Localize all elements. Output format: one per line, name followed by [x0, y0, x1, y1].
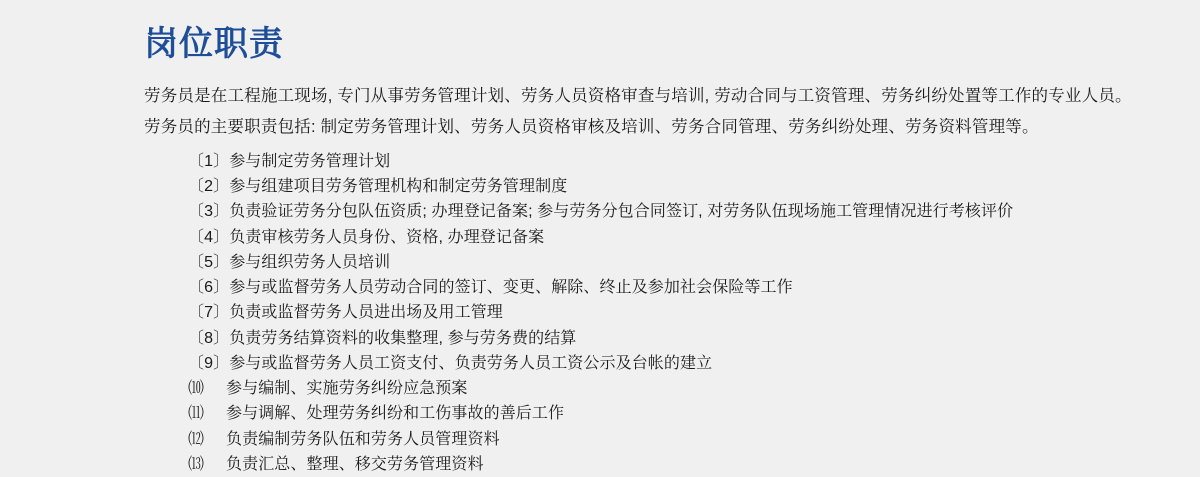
page-title: 岗位职责: [144, 25, 284, 63]
list-item-number: 〔6〕: [188, 279, 230, 297]
list-item-number: 〔3〕: [188, 203, 230, 221]
list-item: [188, 149, 1140, 174]
list-item-text: 参与调解、处理劳务纠纷和工伤事故的善后工作: [226, 405, 565, 423]
intro-line-2: 劳务员的主要职责包括: 制定劳务管理计划、劳务人员资格审核及培训、劳务合同管理、劳务纠纷处理、劳务资料管理等。: [144, 118, 1039, 137]
list-item-text: 参与或监督劳务人员劳动合同的签订、变更、解除、终止及参加社会保险等工作: [229, 279, 793, 297]
list-item-number: 〔7〕: [188, 304, 230, 322]
list-item: [188, 351, 1140, 376]
list-item-text: 负责审核劳务人员身份、资格, 办理登记备案: [229, 228, 545, 246]
list-item-number: ⒀: [188, 456, 205, 474]
duty-list: [144, 149, 1140, 477]
list-item-text: 参与组织劳务人员培训: [229, 253, 391, 271]
list-item-number: 〔1〕: [188, 152, 230, 170]
list-item: [188, 326, 1140, 351]
list-item-text: 参与制定劳务管理计划: [229, 152, 391, 170]
list-item: [188, 174, 1140, 199]
list-item-number: ⑿: [188, 430, 205, 448]
list-item: [188, 427, 1140, 452]
list-item-text: 参与或监督劳务人员工资支付、负责劳务人员工资公示及台帐的建立: [229, 354, 713, 372]
list-item-number: 〔9〕: [188, 354, 230, 372]
list-item-number: 〔8〕: [188, 329, 230, 347]
list-item-number: ⑽: [188, 380, 205, 398]
list-item: [188, 225, 1140, 250]
intro-line-1: 劳务员是在工程施工现场, 专门从事劳务管理计划、劳务人员资格审查与培训, 劳动合同与工资管理、劳务纠纷处置等工作的专业人员。: [144, 87, 1132, 106]
list-item-number: 〔2〕: [188, 178, 230, 196]
list-item: [188, 376, 1140, 401]
list-item-text: 参与组建项目劳务管理机构和制定劳务管理制度: [229, 178, 568, 196]
list-item: [188, 452, 1140, 477]
list-item-text: 负责汇总、整理、移交劳务管理资料: [226, 456, 484, 474]
list-item-text: 负责或监督劳务人员进出场及用工管理: [229, 304, 503, 322]
list-item: [188, 275, 1140, 300]
list-item: [188, 300, 1140, 325]
list-item-text: 参与编制、实施劳务纠纷应急预案: [226, 380, 468, 398]
list-item-number: 〔4〕: [188, 228, 230, 246]
list-item-number: ⑾: [188, 405, 205, 423]
list-item: [188, 199, 1140, 224]
list-item: [188, 250, 1140, 275]
intro-paragraphs: [144, 83, 1140, 140]
list-item: [188, 401, 1140, 426]
list-item-text: 负责劳务结算资料的收集整理, 参与劳务费的结算: [229, 329, 577, 347]
list-item-number: 〔5〕: [188, 253, 230, 271]
list-item-text: 负责编制劳务队伍和劳务人员管理资料: [226, 430, 500, 448]
list-item-text: 负责验证劳务分包队伍资质; 办理登记备案; 参与劳务分包合同签订, 对劳务队伍现场施工管理情况进行考核评价: [229, 203, 1014, 221]
